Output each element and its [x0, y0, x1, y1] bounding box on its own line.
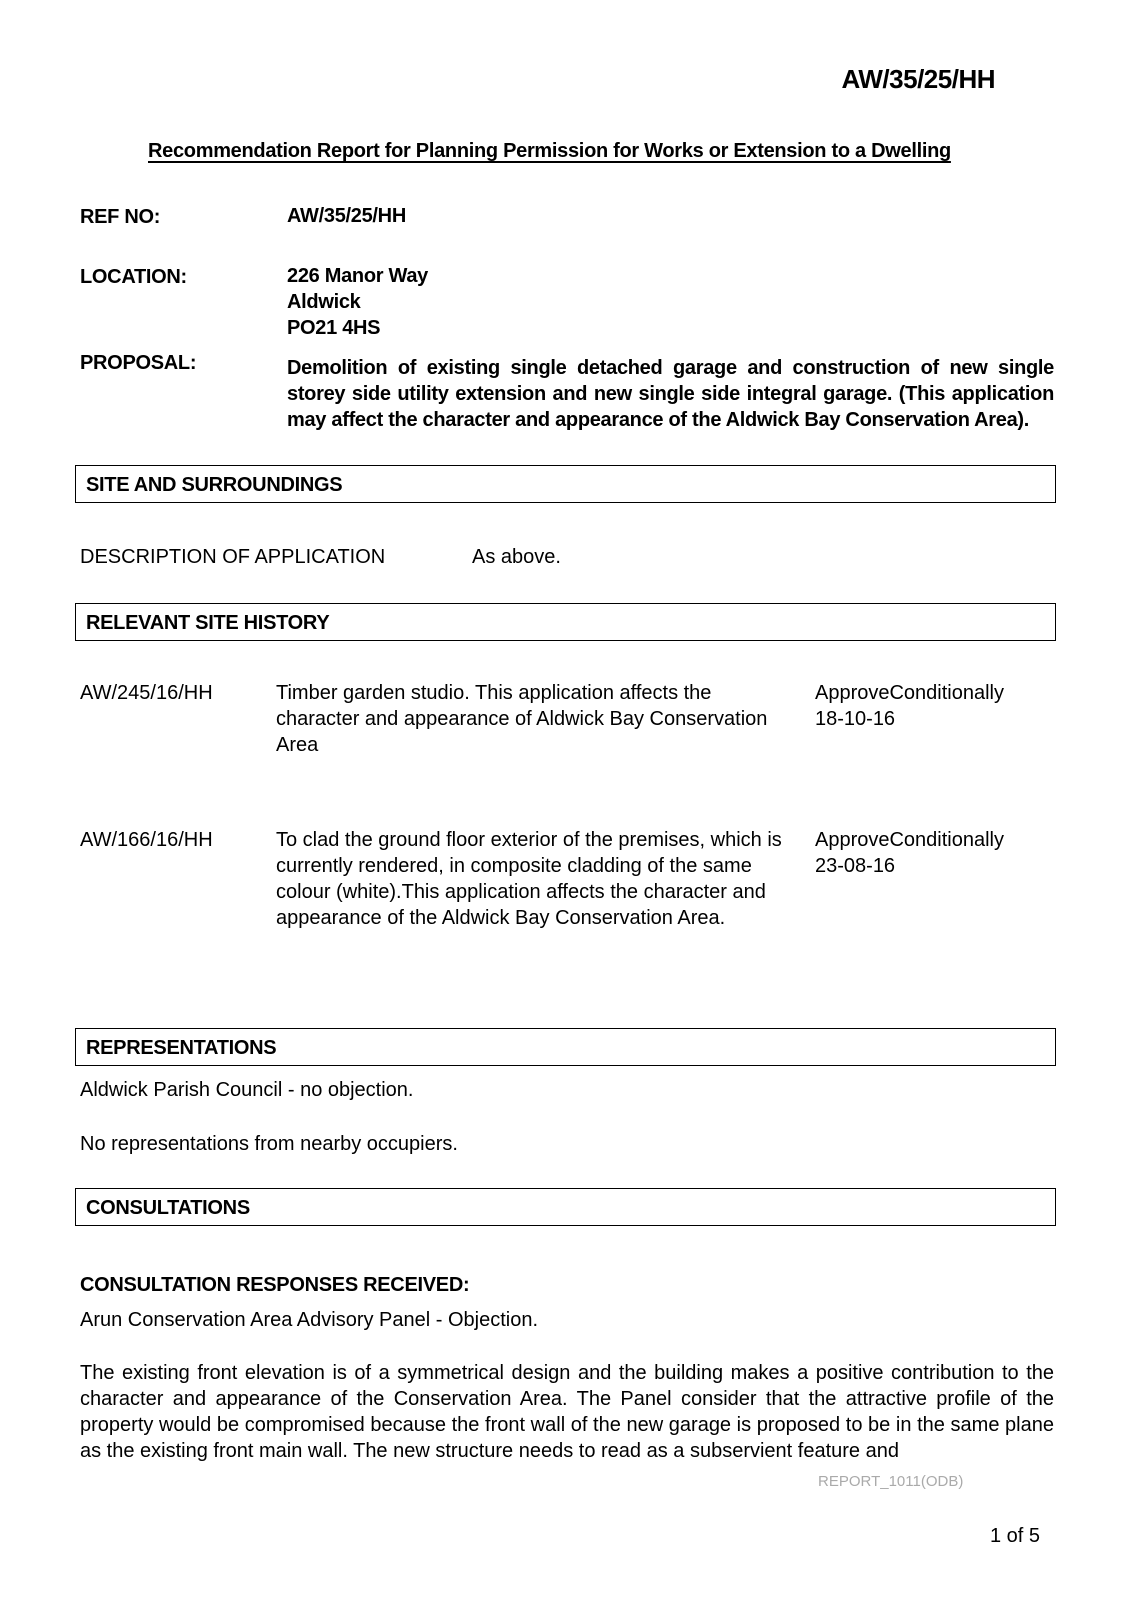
history-description — [276, 827, 806, 931]
history-description-line: colour (white).This application affects the character and — [276, 881, 766, 903]
history-description-line: character and appearance of Aldwick Bay Conservation — [276, 708, 768, 730]
history-description-line: currently rendered, in composite cladding of the same — [276, 855, 752, 877]
header-ref-code: AW/35/25/HH — [841, 64, 995, 94]
section-heading: CONSULTATIONS — [86, 1197, 250, 1219]
section-heading: RELEVANT SITE HISTORY — [86, 612, 330, 634]
history-decision-date: 18-10-16 — [815, 708, 896, 730]
description-value: As above. — [472, 546, 561, 568]
proposal-text: Demolition of existing single detached garage and construction of new single storey side utility extension and new single side integral garage. (This application may affect the character and appearance of the Aldwick Bay Conservation Area). — [287, 357, 1054, 431]
location-line: PO21 4HS — [287, 317, 381, 339]
history-description-line: Timber garden studio. This application affects the — [276, 682, 712, 704]
history-description-line: appearance of the Aldwick Bay Conservation Area. — [276, 907, 726, 929]
section-relevant-site-history — [75, 603, 1056, 641]
history-decision-text: ApproveConditionally — [815, 829, 1005, 851]
representation-parish: Aldwick Parish Council - no objection. — [80, 1079, 414, 1101]
history-decision — [815, 680, 1045, 732]
history-description — [276, 680, 806, 758]
consultation-response-paragraph: The existing front elevation is of a symmetrical design and the building makes a positive contribution to the character and appearance of the Conservation Area. The Panel consider that the attractive profile of the property would be compromised because the front wall of the new garage is proposed to be in the same plane as the existing front main wall. The new structure needs to read as a subservient feature and — [80, 1362, 1054, 1462]
history-decision — [815, 827, 1045, 879]
footer-report-code: REPORT_1011(ODB) — [818, 1473, 964, 1490]
section-consultations — [75, 1188, 1056, 1226]
section-heading: SITE AND SURROUNDINGS — [86, 474, 343, 496]
description-label: DESCRIPTION OF APPLICATION — [80, 546, 386, 568]
history-decision-date: 23-08-16 — [815, 855, 896, 877]
consultation-responses-heading: CONSULTATION RESPONSES RECEIVED: — [80, 1274, 470, 1296]
page-number: 1 of 5 — [990, 1525, 1041, 1547]
history-ref: AW/166/16/HH — [80, 829, 213, 851]
consultation-response-panel: Arun Conservation Area Advisory Panel - Objection. — [80, 1309, 539, 1331]
representation-occupiers: No representations from nearby occupiers. — [80, 1133, 458, 1155]
location-line: Aldwick — [287, 291, 361, 313]
location-line: 226 Manor Way — [287, 265, 428, 287]
history-ref: AW/245/16/HH — [80, 682, 213, 704]
section-representations — [75, 1028, 1056, 1066]
ref-no-label: REF NO: — [80, 206, 161, 228]
section-site-and-surroundings — [75, 465, 1056, 503]
history-description-line: Area — [276, 734, 319, 756]
section-heading: REPRESENTATIONS — [86, 1037, 277, 1059]
history-decision-text: ApproveConditionally — [815, 682, 1005, 704]
location-label: LOCATION: — [80, 266, 187, 288]
history-description-line: To clad the ground floor exterior of the premises, which is — [276, 829, 782, 851]
ref-no-value: AW/35/25/HH — [287, 205, 406, 227]
report-title: Recommendation Report for Planning Permission for Works or Extension to a Dwelling — [148, 140, 951, 162]
proposal-label: PROPOSAL: — [80, 352, 197, 374]
